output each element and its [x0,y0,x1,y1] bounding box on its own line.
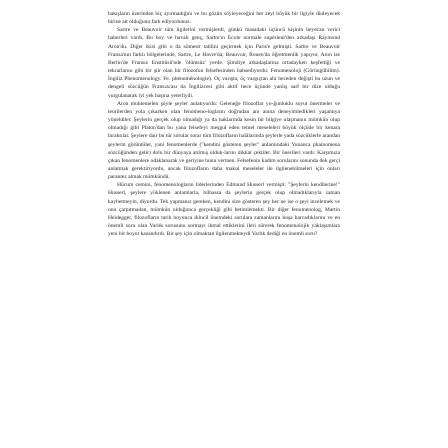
document-text-block [108,10,340,238]
paragraph-1: bakışların üzerinden biç ayırmadığını ve bu gözün söyleyeceğini her zeyi böyük bir ilgiyle dinleyecek birine ait olduğunu fark ediyordunuz. [108,11,340,26]
paragraph-3: Aron muhtemelen şöyle şeyler anlatıyordu: Geleneğe filozoflar yo-ğunluklu soyut önermeler ve teorilerden yola çıkarken olan fenomeno-logların doğrudan anı anına deneyimledikleri yaşantıya yöneldiler. Şeylerin gerçek olup olmadığı ya da haklarında kesin bir bilgiye ulaşmanın mümkün olup olmadığı gibi Platon'dan bu yana felsefeyi meşgul eden temel meseleleri böyük ölçüde bir kenara bıraktılar. Şeylere dair bu tür sorular sorar tüm filozofların halâlarında şeylerle yada sözcüklerle arandan şeylerin görüntüler, yani fenomenlerde ("kendini gösteren şeyler" anlamındaki Yunanca phainomena sözcüğünden gelir) dolu bir dünyaya atılmış olduk-larını dikkat çektiler. Bir önerileri vardı: Karşımıza çıkan fenomenlere odaklanarak ve geriyine bunu vermen. Felsefenin kadim sorularını sonunda dek gerçi anlatmak gerektiriyordu, ancak filozofların daha makul meseleler ile ilgilenebilmeleri için onları parantez almak mümkündü. [108,100,340,181]
paragraph-2: Sartre ve Beauvoir tüm ilgilerini vermişlerdi, günkü masadaki üçüncü kişinin beyecan verici haberleri vardı. Bu boy ve havalı genç, Sartre'ın Ecole normale supérieur'den arkadaşı Raymond Aron'du. Diğer ikisi gibi o da sömestr tatilini geçirmek için Paris'e gelmişti. Sartre ve Beauvoir Fransa'nın farklı bölgelerinde, Sartre, Le Havre'da; Beauvoir, Rouen'da öğretmenlik yapıyor, Aron ise Berlin'de Fransız Enstitüsü'nde 'ölümsüz' yerde. Şimdiye arkadaşlarına ortadayken keşfettiği ve tekrarlarını gibi bir şiir olan bir filozofun felsefesinden bahsediyordu: Fenomenoloji (Görüngübilim). İngiliz Phenomenology. Fe. phénoménologie). Oç varışta, öç vargıçtan ahi beceden değişti bu uzun ve dengeli sözcüğün Fransızcası da İngilizcesi gibi aktif hece üçünde yanlış sarf bir dize olduğu vurgulanarak iyi yek başına yeterliydi. [108,27,340,99]
paragraph-4: Hücum cemini, fenomenologların liderlerinden Edmund Husserl vermişti: "Şeylerin kendilerine!" Husserl, şeylere yüklenen anlamlarla, bilhassa da şeylerin gerçek olup olmadıklarıyla zaman kaybetmeyin, diyordu. Tek yapmanız gereken, kendini size gösteren şey her ne ise o şeyi incelemek ve onu çarpıtmadan, mümkün olduğunca gerçekliği gibi betimlemekti. Bir diğer fenomenolog, Martin Heidegger, filozofların tarih boyunca ikincil önemdeki sorulara zamanlarını boşa harcadıklarını ve en önemli soru olan Varlık sorusunu sormayı ihmal ettiklerini ileri sürerek fenomenolojik yaklaşımlara yeni bir boyut kazandırdı. Bir şey için olmaktan ilgilenmekteydi Varlık dediği en önemli soru? [108,182,340,238]
